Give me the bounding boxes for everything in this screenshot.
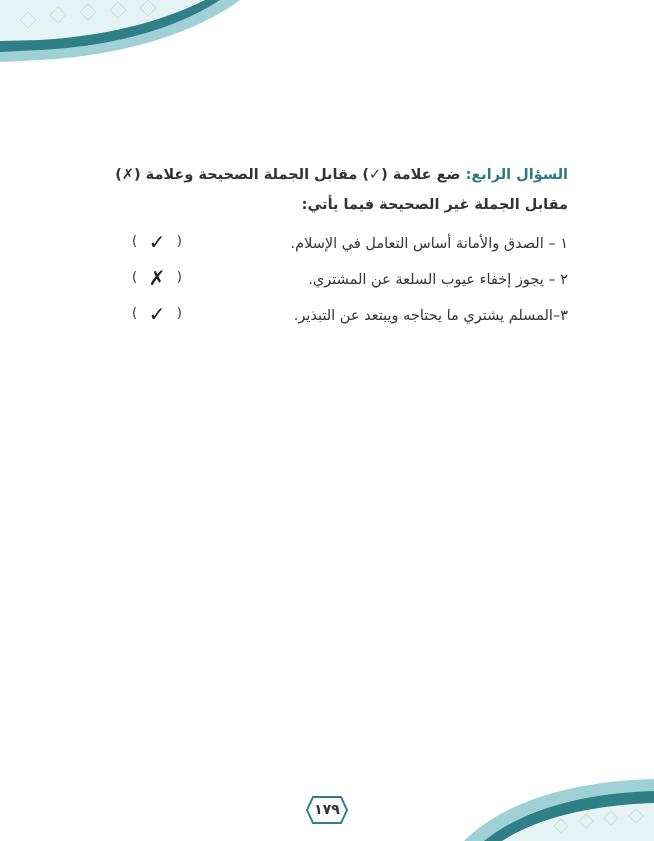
list-item [68,232,568,268]
top-decorative-corner [0,0,240,70]
question-instruction: ضع علامة (✓) مقابل الجملة الصحيحة وعلامة (✗) مقابل الجملة غير الصحيحة فيما يأتي: [115,167,568,213]
list-item [68,304,568,340]
paren-close: ) [176,306,182,321]
paren-open: ( [132,234,138,249]
page-number-badge [305,795,349,825]
answer-box [132,302,182,326]
paren-open: ( [132,270,138,285]
check-mark-icon: ✓ [148,230,166,254]
cross-mark-icon: ✗ [148,266,166,290]
page-number: ١٧٩ [314,802,340,818]
item-text: ٣–المسلم يشتري ما يحتاجه ويبتعد عن التبذير. [293,308,568,324]
paren-close: ) [176,270,182,285]
answer-box [132,230,182,254]
check-mark-icon: ✓ [148,302,166,326]
question-block [68,160,568,220]
paren-open: ( [132,306,138,321]
list-item [68,268,568,304]
item-text: ٢ – يجوز إخفاء عيوب السلعة عن المشتري. [308,272,568,288]
items-list [68,232,568,340]
bottom-decorative-corner [464,771,654,841]
paren-close: ) [176,234,182,249]
item-text: ١ – الصدق والأمانة أساس التعامل في الإسلام. [290,236,568,252]
question-title: السؤال الرابع: [465,167,568,183]
answer-box [132,266,182,290]
